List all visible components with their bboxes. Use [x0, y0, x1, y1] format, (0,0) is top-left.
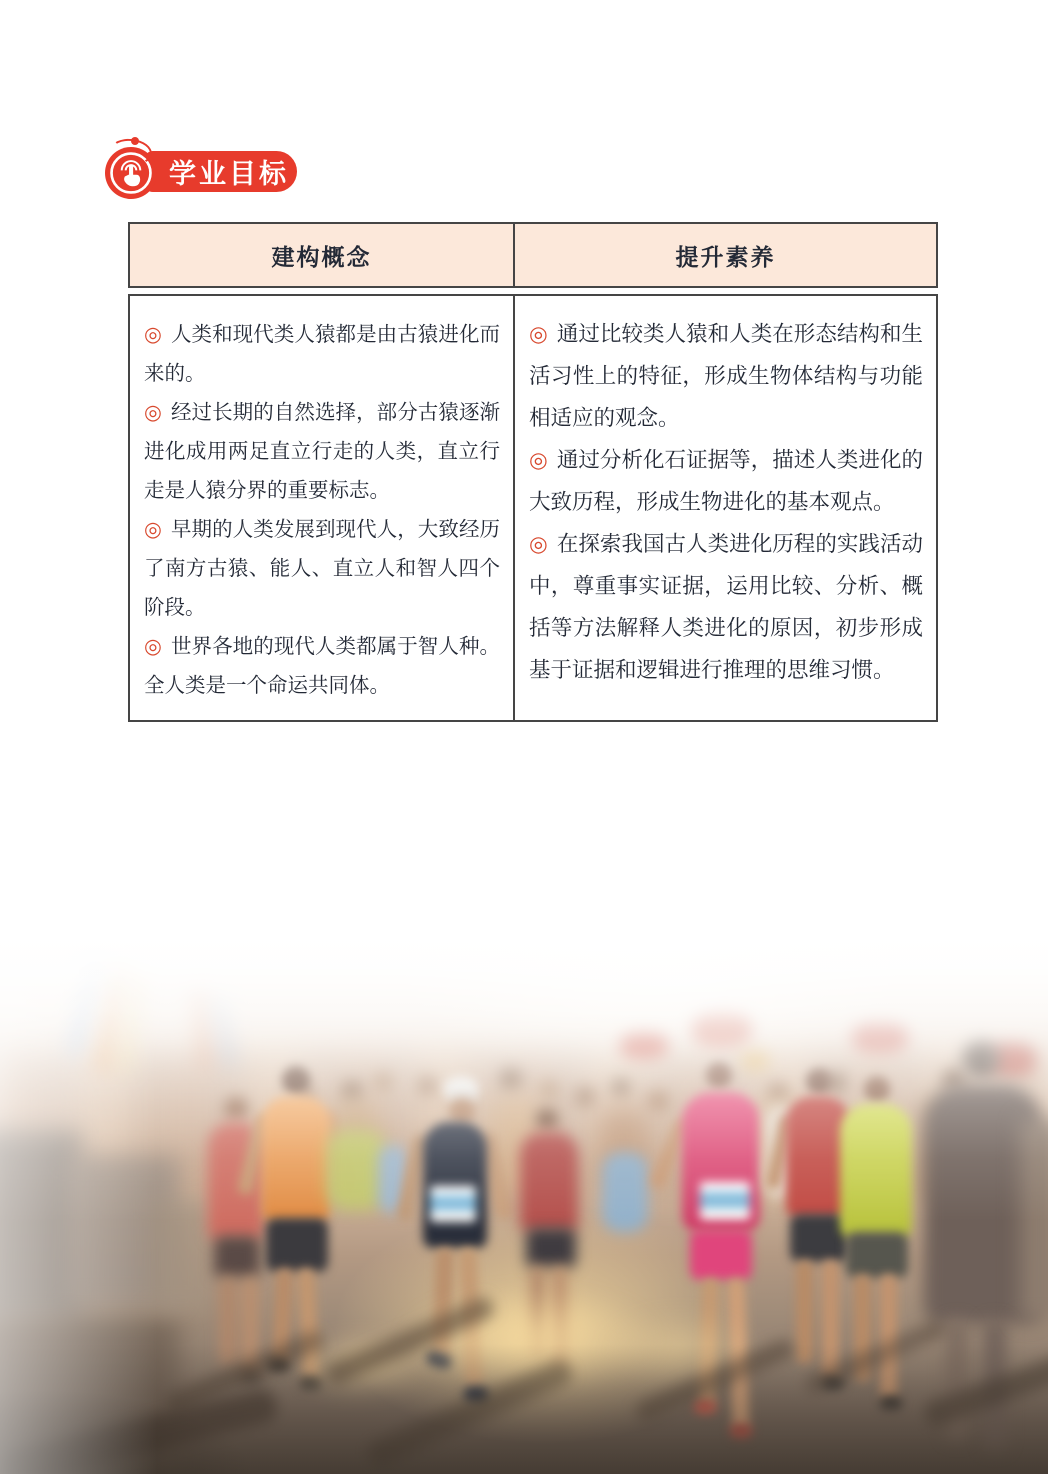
goal-item: [144, 316, 500, 394]
photo-white-fade: [0, 900, 1048, 1474]
goal-item-text: 通过比较类人猿和人类在形态结构和生活习性上的特征，形成生物体结构与功能相适应的观念。: [529, 322, 923, 430]
goal-item-text: 经过长期的自然选择，部分古猿逐渐进化成用两足直立行走的人类，直立行走是人猿分界的重要标志。: [144, 402, 501, 502]
bullseye-bullet-icon: ◎: [529, 448, 548, 472]
table-cell-literacy: [515, 296, 936, 720]
goal-item: [529, 439, 923, 523]
table-body-row: [128, 294, 938, 722]
bullseye-bullet-icon: ◎: [144, 519, 162, 541]
badge-orbit-dot: [131, 137, 139, 145]
bullseye-bullet-icon: ◎: [144, 636, 162, 658]
goal-item: [144, 628, 500, 706]
goal-item-text: 在探索我国古人类进化历程的实践活动中，尊重事实证据，运用比较、分析、概括等方法解释人类进化的原因，初步形成基于证据和逻辑进行推理的思维习惯。: [529, 532, 923, 682]
badge-pill: [145, 151, 297, 192]
goal-item: [144, 511, 500, 628]
bullseye-bullet-icon: ◎: [529, 532, 548, 556]
table-header-row: [128, 222, 938, 288]
goal-item-text: 早期的人类发展到现代人，大致经历了南方古猿、能人、直立人和智人四个阶段。: [144, 519, 501, 619]
goal-item: [529, 313, 923, 439]
goal-item: [529, 523, 923, 691]
badge-label: 学业目标: [169, 159, 289, 189]
marathon-photo: [0, 900, 1048, 1474]
goal-item-text: 通过分析化石证据等，描述人类进化的大致历程，形成生物进化的基本观点。: [529, 448, 923, 514]
table-cell-concepts: [130, 296, 515, 720]
section-badge: [100, 138, 320, 200]
bullseye-bullet-icon: ◎: [144, 402, 162, 424]
goal-item-text: 世界各地的现代人类都属于智人种。全人类是一个命运共同体。: [144, 636, 501, 697]
goal-item: [144, 394, 500, 511]
bullseye-bullet-icon: ◎: [529, 322, 548, 346]
table-header-literacy: 提升素养: [675, 243, 776, 270]
bullseye-bullet-icon: ◎: [144, 324, 162, 346]
goal-item-text: 人类和现代类人猿都是由古猿进化而来的。: [144, 324, 501, 385]
academic-goals-table: [128, 222, 938, 722]
table-header-concepts: 建构概念: [130, 224, 515, 286]
